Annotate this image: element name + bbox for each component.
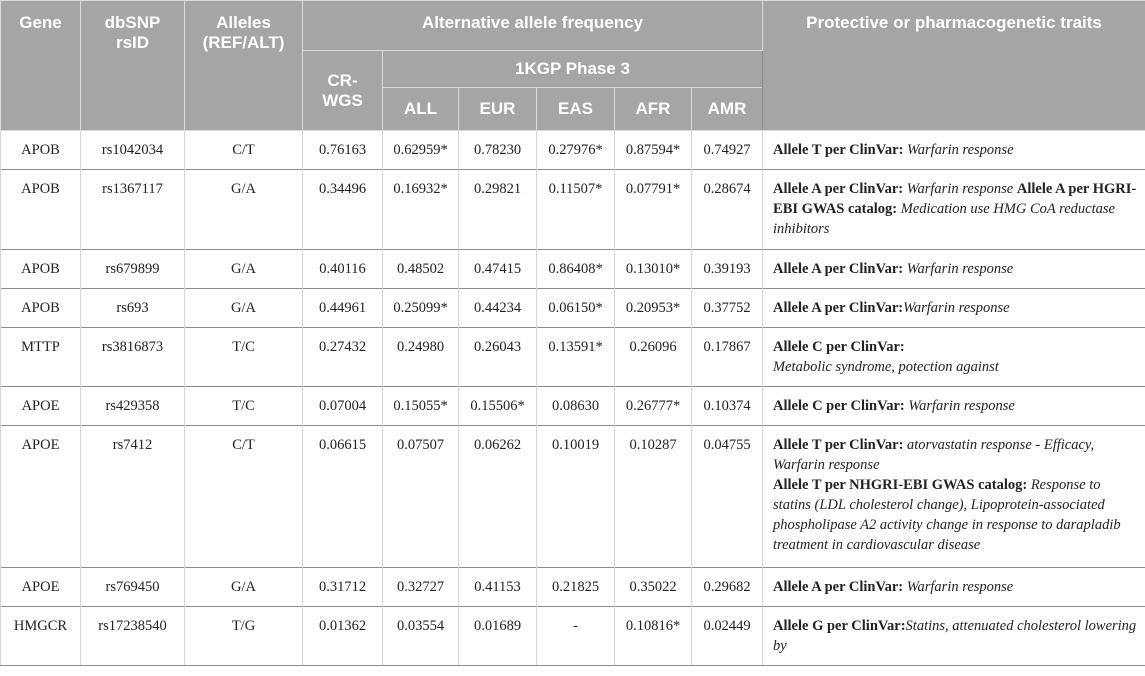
cell-alleles: T/C (185, 387, 303, 426)
cell-gene: APOE (1, 568, 81, 607)
cell-alleles: G/A (185, 289, 303, 328)
cell-all: 0.62959* (383, 131, 459, 170)
header-traits: Protective or pharmacogenetic traits (763, 1, 1145, 131)
cell-rsid: rs17238540 (81, 607, 185, 666)
cell-rsid: rs679899 (81, 250, 185, 289)
cell-rsid: rs1367117 (81, 170, 185, 250)
trait-description: Warfarin response (903, 579, 1014, 595)
cell-gene: APOB (1, 170, 81, 250)
header-alt-allele-frequency: Alternative allele frequency (303, 1, 763, 51)
cell-rsid: rs3816873 (81, 328, 185, 387)
cell-traits (763, 607, 1145, 666)
trait-description: Warfarin response (903, 181, 1017, 197)
trait-source: Allele A per ClinVar: (773, 261, 904, 277)
table-row (1, 607, 1145, 666)
cell-amr: 0.02449 (692, 607, 763, 666)
cell-gene: HMGCR (1, 607, 81, 666)
trait-source: Allele T per NHGRI-EBI GWAS catalog: (773, 477, 1028, 493)
table-row (1, 426, 1145, 568)
cell-all: 0.32727 (383, 568, 459, 607)
cell-crwgs: 0.06615 (303, 426, 383, 568)
cell-traits (763, 426, 1145, 568)
trait-description: Medication use HMG CoA reductase inhibitors (773, 201, 1115, 237)
cell-eur: 0.44234 (459, 289, 537, 328)
cell-alleles: T/G (185, 607, 303, 666)
cell-afr: 0.26096 (615, 328, 692, 387)
cell-afr: 0.35022 (615, 568, 692, 607)
cell-amr: 0.17867 (692, 328, 763, 387)
cell-eur: 0.29821 (459, 170, 537, 250)
cell-crwgs: 0.40116 (303, 250, 383, 289)
cell-traits (763, 131, 1145, 170)
table-row (1, 250, 1145, 289)
trait-source: Allele T per ClinVar: (773, 142, 904, 158)
cell-all: 0.07507 (383, 426, 459, 568)
header-alleles (185, 1, 303, 131)
cell-gene: APOB (1, 131, 81, 170)
cell-afr: 0.10816* (615, 607, 692, 666)
cell-amr: 0.39193 (692, 250, 763, 289)
cell-eas: 0.11507* (537, 170, 615, 250)
cell-afr: 0.10287 (615, 426, 692, 568)
cell-alleles: C/T (185, 426, 303, 568)
cell-traits (763, 328, 1145, 387)
cell-rsid: rs769450 (81, 568, 185, 607)
cell-eas: - (537, 607, 615, 666)
header-rsid-line1: dbSNP (104, 13, 161, 32)
cell-afr: 0.13010* (615, 250, 692, 289)
cell-eas: 0.13591* (537, 328, 615, 387)
table-row (1, 387, 1145, 426)
header-pop-eas: EAS (537, 88, 615, 131)
header-crwgs-line2: WGS (322, 90, 363, 110)
cell-eur: 0.15506* (459, 387, 537, 426)
cell-alleles: T/C (185, 328, 303, 387)
cell-amr: 0.29682 (692, 568, 763, 607)
cell-eas: 0.21825 (537, 568, 615, 607)
header-crwgs (303, 51, 383, 131)
cell-eas: 0.86408* (537, 250, 615, 289)
cell-alleles: C/T (185, 131, 303, 170)
cell-rsid: rs693 (81, 289, 185, 328)
cell-all: 0.15055* (383, 387, 459, 426)
trait-description: Warfarin response (903, 142, 1014, 158)
cell-eas: 0.08630 (537, 387, 615, 426)
cell-crwgs: 0.76163 (303, 131, 383, 170)
cell-amr: 0.10374 (692, 387, 763, 426)
table-row (1, 131, 1145, 170)
table-row (1, 328, 1145, 387)
cell-eas: 0.10019 (537, 426, 615, 568)
trait-description: Warfarin response (903, 261, 1014, 277)
cell-crwgs: 0.44961 (303, 289, 383, 328)
cell-traits (763, 387, 1145, 426)
header-pop-all: ALL (383, 88, 459, 131)
cell-all: 0.25099* (383, 289, 459, 328)
table-row (1, 568, 1145, 607)
header-gene: Gene (1, 1, 81, 131)
cell-amr: 0.37752 (692, 289, 763, 328)
cell-traits (763, 568, 1145, 607)
cell-afr: 0.20953* (615, 289, 692, 328)
cell-all: 0.48502 (383, 250, 459, 289)
cell-alleles: G/A (185, 250, 303, 289)
table-body (1, 131, 1145, 666)
trait-source: Allele T per ClinVar: (773, 437, 904, 453)
cell-alleles: G/A (185, 568, 303, 607)
cell-gene: APOB (1, 289, 81, 328)
trait-source: Allele C per ClinVar: (773, 339, 905, 355)
trait-source: Allele A per HGRI-EBI GWAS catalog: (773, 181, 1137, 217)
cell-alleles: G/A (185, 170, 303, 250)
cell-all: 0.16932* (383, 170, 459, 250)
cell-eas: 0.27976* (537, 131, 615, 170)
header-alleles-line1: Alleles (216, 13, 271, 32)
trait-description: Statins, attenuated cholesterol lowering by (773, 618, 1137, 654)
cell-all: 0.24980 (383, 328, 459, 387)
trait-source: Allele A per ClinVar: (773, 579, 904, 595)
cell-eas: 0.06150* (537, 289, 615, 328)
cell-crwgs: 0.01362 (303, 607, 383, 666)
header-rsid-line2: rsID (115, 33, 150, 52)
trait-description: atorvastatin response - Efficacy, Warfarin response (773, 437, 1095, 473)
cell-eur: 0.01689 (459, 607, 537, 666)
trait-description: Metabolic syndrome, potection against (773, 359, 999, 375)
cell-crwgs: 0.31712 (303, 568, 383, 607)
cell-eur: 0.26043 (459, 328, 537, 387)
cell-amr: 0.04755 (692, 426, 763, 568)
trait-description: Response to statins (LDL cholesterol change), Lipoprotein-associated phospholipase A2 activity change in response to darapladib treatment in cardiovascular disease (773, 477, 1121, 553)
cell-crwgs: 0.34496 (303, 170, 383, 250)
cell-amr: 0.74927 (692, 131, 763, 170)
trait-source: Allele G per ClinVar: (773, 618, 906, 634)
cell-traits (763, 250, 1145, 289)
cell-gene: MTTP (1, 328, 81, 387)
cell-crwgs: 0.07004 (303, 387, 383, 426)
cell-gene: APOB (1, 250, 81, 289)
trait-source: Allele A per ClinVar: (773, 181, 904, 197)
header-crwgs-line1: CR- (327, 70, 358, 90)
cell-eur: 0.47415 (459, 250, 537, 289)
cell-eur: 0.78230 (459, 131, 537, 170)
trait-description: Warfarin response (903, 300, 1010, 316)
header-pop-afr: AFR (615, 88, 692, 131)
cell-gene: APOE (1, 387, 81, 426)
trait-source: Allele C per ClinVar: (773, 398, 905, 414)
cell-gene: APOE (1, 426, 81, 568)
header-1kgp: 1KGP Phase 3 (383, 51, 763, 88)
header-pop-amr: AMR (692, 88, 763, 131)
cell-rsid: rs7412 (81, 426, 185, 568)
cell-eur: 0.06262 (459, 426, 537, 568)
table-row (1, 289, 1145, 328)
table-header (1, 1, 1145, 131)
cell-amr: 0.28674 (692, 170, 763, 250)
trait-source: Allele A per ClinVar: (773, 300, 904, 316)
table-row (1, 170, 1145, 250)
header-alleles-line2: (REF/ALT) (202, 33, 285, 52)
cell-afr: 0.07791* (615, 170, 692, 250)
cell-all: 0.03554 (383, 607, 459, 666)
cell-eur: 0.41153 (459, 568, 537, 607)
trait-description: Warfarin response (904, 398, 1015, 414)
cell-afr: 0.87594* (615, 131, 692, 170)
cell-traits (763, 170, 1145, 250)
header-rsid (81, 1, 185, 131)
cell-traits (763, 289, 1145, 328)
cell-rsid: rs1042034 (81, 131, 185, 170)
cell-rsid: rs429358 (81, 387, 185, 426)
header-pop-eur: EUR (459, 88, 537, 131)
cell-afr: 0.26777* (615, 387, 692, 426)
cell-crwgs: 0.27432 (303, 328, 383, 387)
